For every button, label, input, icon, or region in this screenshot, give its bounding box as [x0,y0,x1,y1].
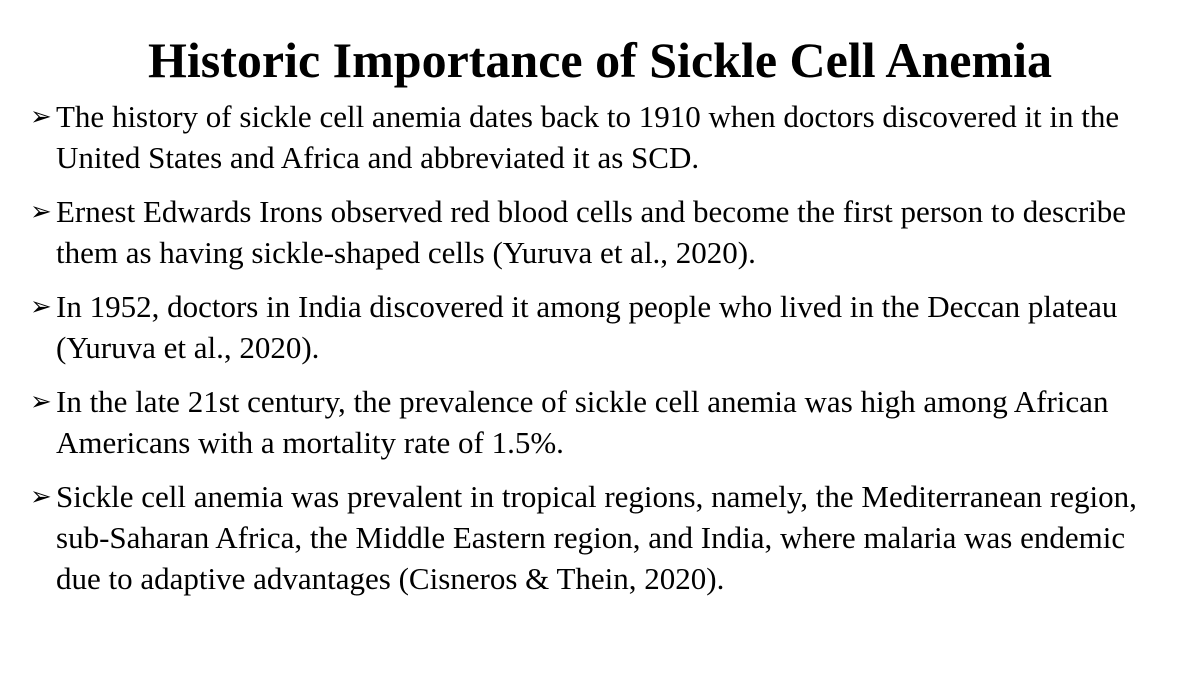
arrow-bullet-icon: ➢ [30,197,52,226]
arrow-bullet-icon: ➢ [30,102,52,131]
bullet-item [30,191,1170,273]
bullet-text: Sickle cell anemia was prevalent in tropical regions, namely, the Mediterranean region, sub-Saharan Africa, the Middle Eastern region, and India, where malaria was endemic due to adaptive advantages (Cisneros & Thein, 2020). [56,479,1137,596]
bullet-text: The history of sickle cell anemia dates back to 1910 when doctors discovered it in the United States and Africa and abbreviated it as SCD. [56,99,1120,175]
slide-title: Historic Importance of Sickle Cell Anemia [147,32,1053,88]
bullet-item [30,286,1170,368]
bullet-text: In the late 21st century, the prevalence of sickle cell anemia was high among African Americans with a mortality rate of 1.5%. [56,384,1109,460]
arrow-bullet-icon: ➢ [30,387,52,416]
arrow-bullet-icon: ➢ [30,482,52,511]
bullet-text: In 1952, doctors in India discovered it among people who lived in the Deccan plateau (Yuruva et al., 2020). [56,289,1118,365]
bullet-item [30,476,1170,599]
bullet-item [30,96,1170,178]
bullet-item [30,381,1170,463]
arrow-bullet-icon: ➢ [30,292,52,321]
bullet-list [30,96,1170,612]
bullet-text: Ernest Edwards Irons observed red blood cells and become the first person to describe them as having sickle-shaped cells (Yuruva et al., 2020). [56,194,1127,270]
